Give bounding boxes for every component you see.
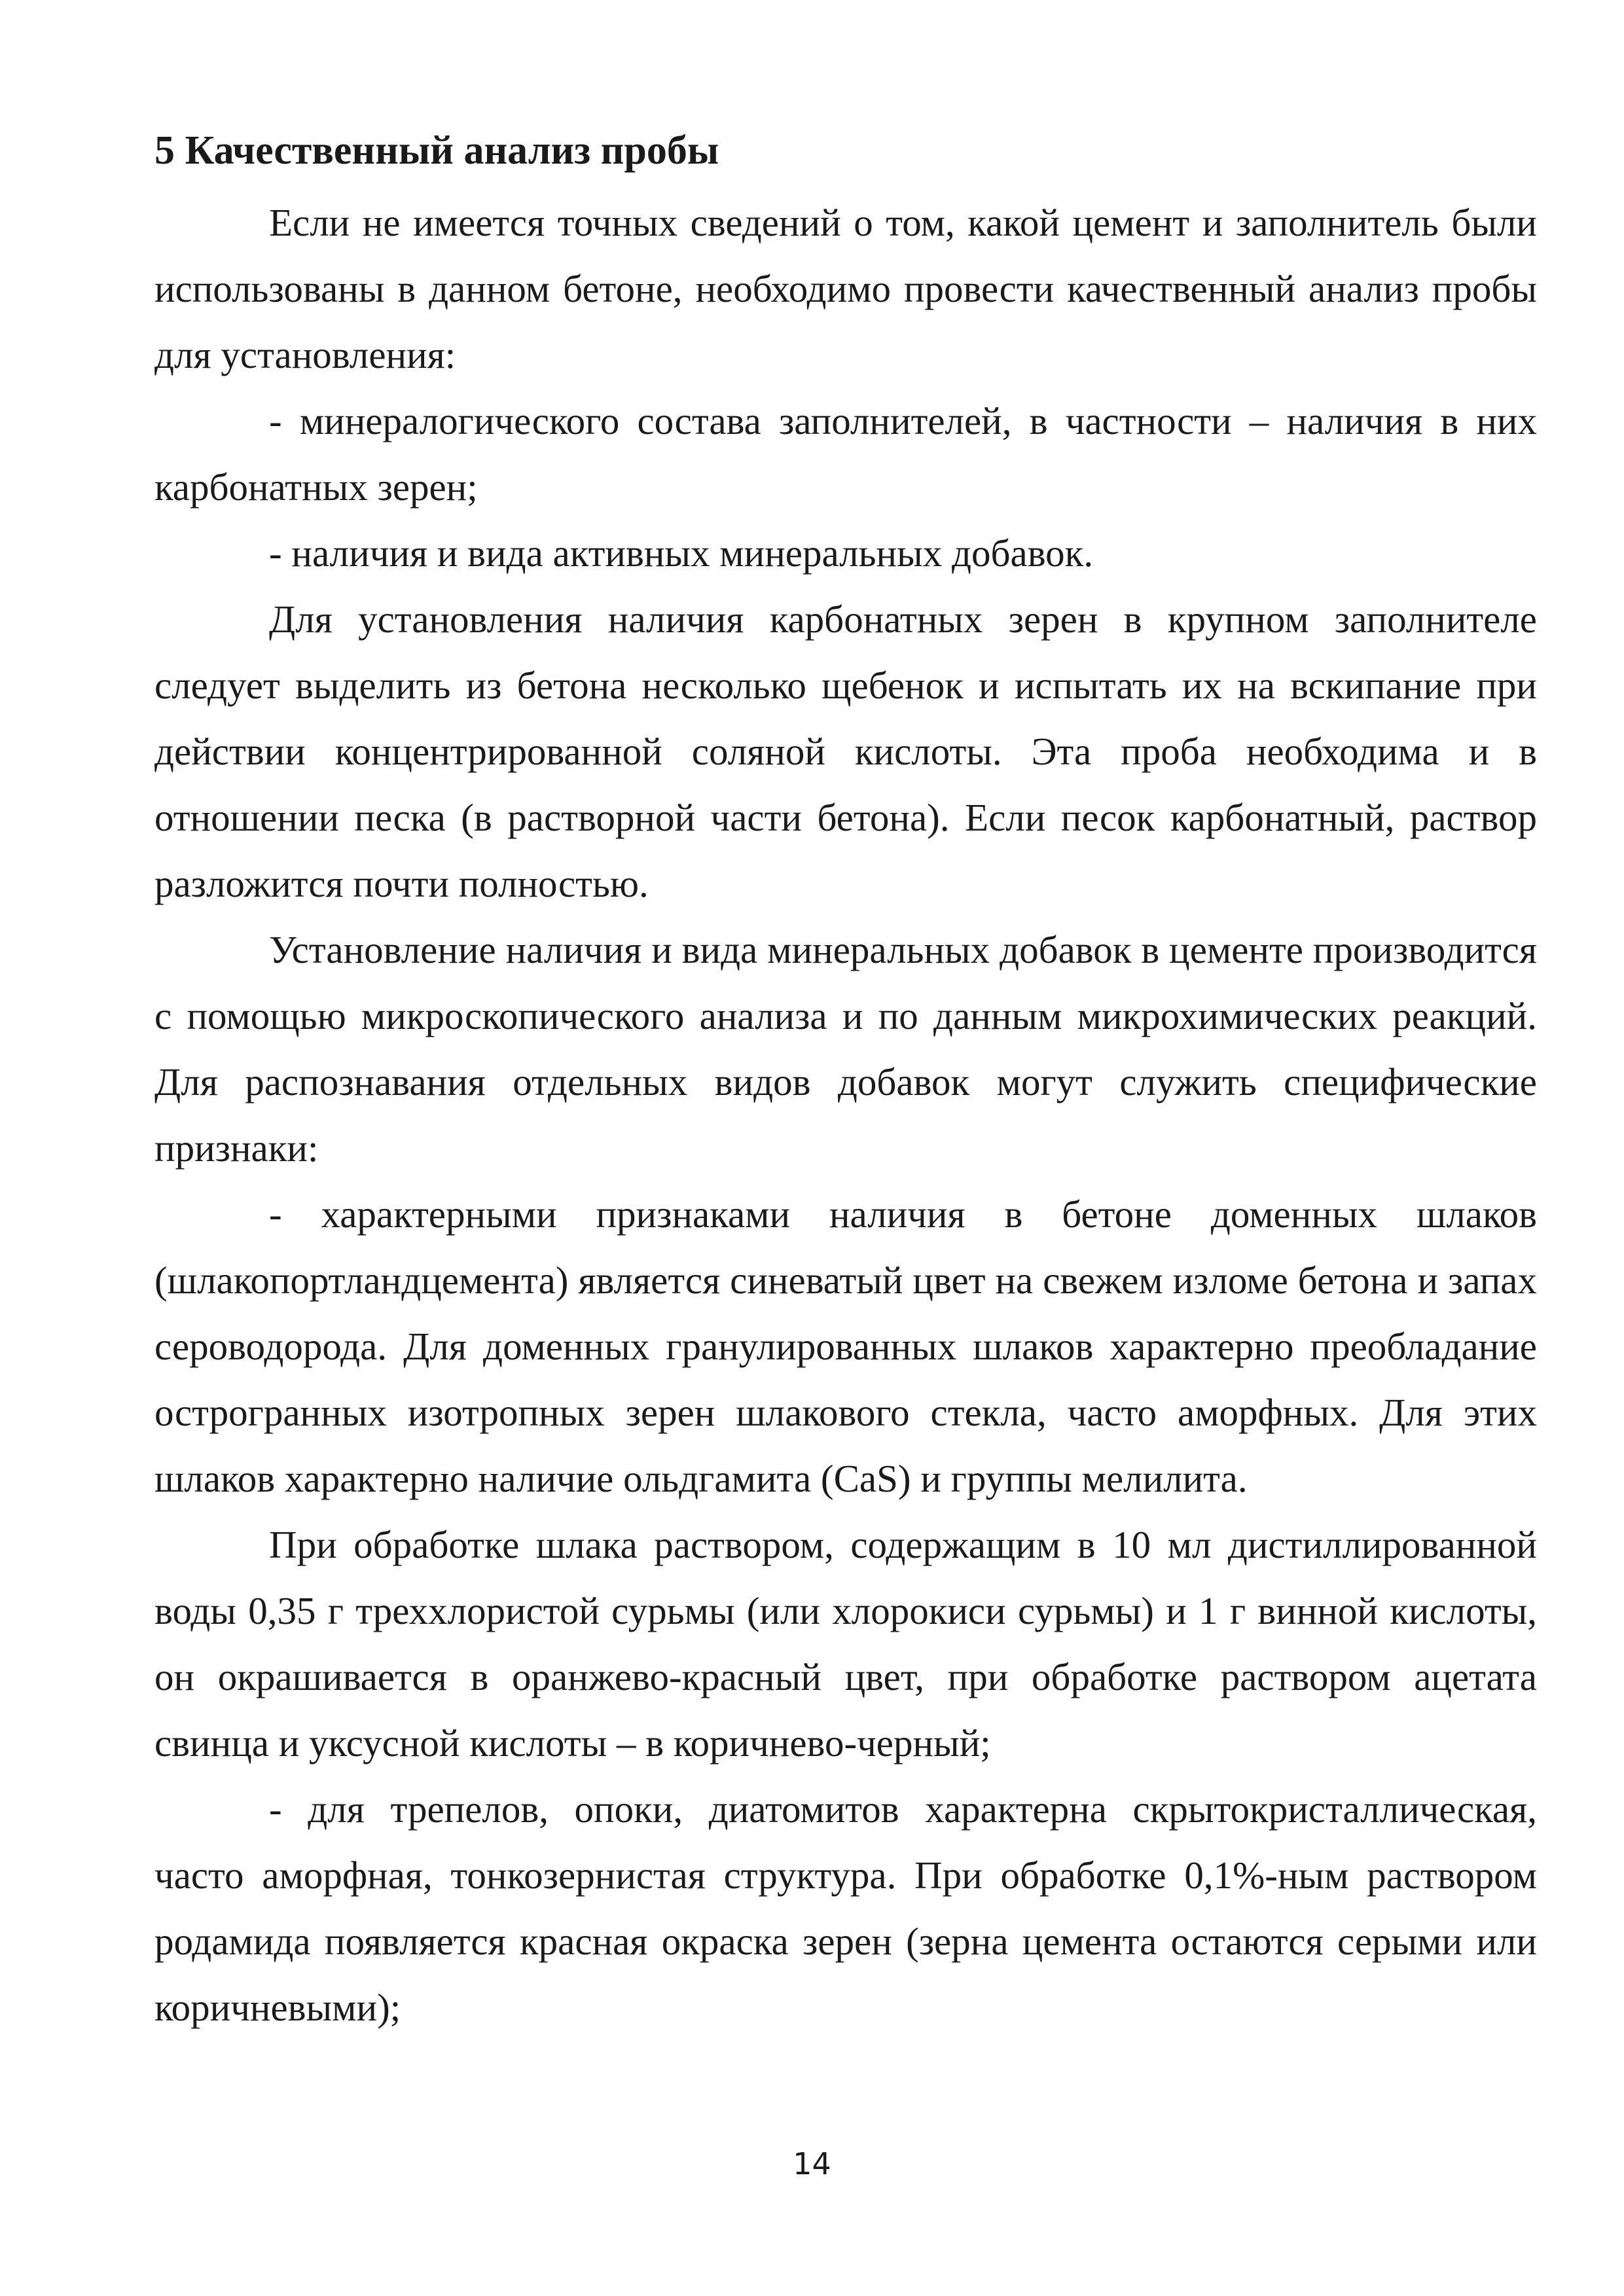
- page-content: [154, 118, 1537, 2041]
- paragraph-list-item-mineralogical: - минералогического состава заполнителей, в частности – наличия в них карбонатных зерен;: [154, 399, 1537, 509]
- paragraph-mineral-additives: Установление наличия и вида минеральных добавок в цементе производится с помощью микроскопического анализа и по данным микрохимических реакций. Для распознавания отдельных видов добавок могут служить специфические признаки:: [154, 928, 1537, 1170]
- paragraph-slag-treatment: При обработке шлака раствором, содержащим в 10 мл дистиллированной воды 0,35 г треххлористой сурьмы (или хлорокиси сурьмы) и 1 г винной кислоты, он окрашивается в оранжево-красный цвет, при обработке раствором ацетата свинца и уксусной кислоты – в коричнево-черный;: [154, 1523, 1537, 1765]
- paragraph-blast-furnace-slag: - характерными признаками наличия в бетоне доменных шлаков (шлакопортландцемента) является синеватый цвет на свежем изломе бетона и запах сероводорода. Для доменных гранулированных шлаков характерно преобладание острогранных изотропных зерен шлакового стекла, часто аморфных. Для этих шлаков характерно наличие ольдгамита (CaS) и группы мелилита.: [154, 1193, 1537, 1500]
- paragraph-tripoli-diatomite: - для трепелов, опоки, диатомитов характерна скрытокристаллическая, часто аморфная, тонкозернистая структура. При обработке 0,1%-ным раствором родамида появляется красная окраска зерен (зерна цемента остаются серыми или коричневыми);: [154, 1787, 1537, 2029]
- paragraph-list-item-additives: - наличия и вида активных минеральных добавок.: [269, 531, 1094, 575]
- page-number: 14: [793, 2146, 831, 2181]
- paragraph-intro: Если не имеется точных сведений о том, какой цемент и заполнитель были использованы в данном бетоне, необходимо провести качественный анализ пробы для установления:: [154, 201, 1537, 376]
- paragraph-carbonate-test: Для установления наличия карбонатных зерен в крупном заполнителе следует выделить из бетона несколько щебенок и испытать их на вскипание при действии концентрированной соляной кислоты. Эта проба необходима и в отношении песка (в растворной части бетона). Если песок карбонатный, раствор разложится почти полностью.: [154, 598, 1537, 905]
- section-title: 5 Качественный анализ пробы: [154, 128, 719, 173]
